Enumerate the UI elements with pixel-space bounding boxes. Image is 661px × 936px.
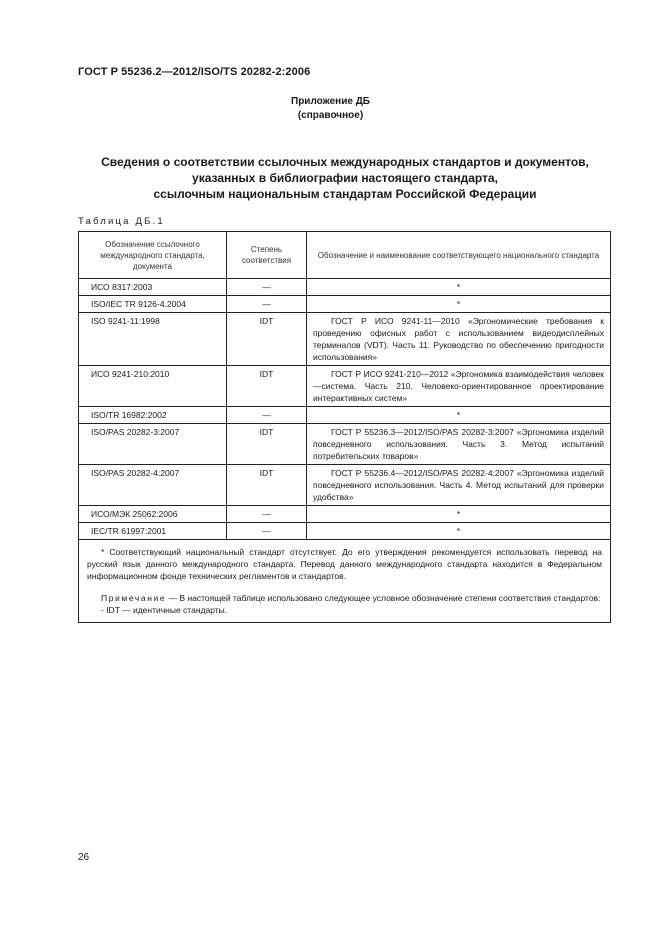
document-header: ГОСТ Р 55236.2—2012/ISO/TS 20282-2:2006	[78, 66, 311, 78]
table-row	[79, 296, 611, 313]
page-number: 26	[78, 852, 90, 863]
table-row	[79, 279, 611, 296]
cell-degree: —	[227, 506, 307, 523]
table-label: Таблица ДБ.1	[78, 216, 165, 227]
cell-ref: ИСО 9241-210:2010	[79, 366, 227, 407]
cell-national: ГОСТ Р 55236.3—2012/ISO/PAS 20282-3:2007 «Эргономика изделий повседневного использования. Часть 3. Метод испытаний потребительских товаров»	[307, 424, 611, 465]
header-national-standard: Обозначение и наименование соответствующего национального стандарта	[307, 232, 611, 279]
header-degree: Степень соответствия	[227, 232, 307, 279]
correspondence-table	[78, 231, 611, 623]
table-row	[79, 465, 611, 506]
cell-ref: ISO/TR 16982:2002	[79, 407, 227, 424]
cell-degree: IDT	[227, 366, 307, 407]
section-title-line-3: ссылочным национальным стандартам Российской Федерации	[153, 187, 537, 201]
annex-title: Приложение ДБ	[291, 96, 370, 107]
cell-ref: ISO/PAS 20282-4:2007	[79, 465, 227, 506]
table-header-row	[79, 232, 611, 279]
table-footnote-row	[79, 540, 611, 623]
note-paragraph	[87, 592, 602, 604]
table-row	[79, 366, 611, 407]
table-row	[79, 313, 611, 366]
cell-national: ГОСТ Р ИСО 9241-210—2012 «Эргономика взаимодействия человек—система. Часть 210. Человеко-ориентированное проектирование интерактивных систем»	[307, 366, 611, 407]
table-row	[79, 424, 611, 465]
table-row	[79, 523, 611, 540]
cell-degree: —	[227, 523, 307, 540]
cell-degree: IDT	[227, 465, 307, 506]
cell-ref: ИСО/МЭК 25062:2006	[79, 506, 227, 523]
note-item: - IDT — идентичные стандарты.	[101, 605, 228, 615]
cell-national: *	[307, 296, 611, 313]
cell-degree: —	[227, 296, 307, 313]
header-international-ref: Обозначение ссылочного международного стандарта, документа	[79, 232, 227, 279]
cell-degree: IDT	[227, 313, 307, 366]
section-title-line-2: указанных в библиографии настоящего стандарта,	[192, 171, 498, 185]
cell-degree: IDT	[227, 424, 307, 465]
note-label: Примечание	[101, 593, 167, 603]
cell-ref: ISO/PAS 20282-3:2007	[79, 424, 227, 465]
cell-national: *	[307, 407, 611, 424]
cell-national: *	[307, 279, 611, 296]
annex-subtitle: (справочное)	[297, 110, 364, 121]
cell-ref: ISO/IEC TR 9126-4.2004	[79, 296, 227, 313]
cell-national: ГОСТ Р 55236.4—2012/ISO/PAS 20282-4:2007 «Эргономика изделий повседневного использования. Часть 4. Метод испытаний для проверки удобства»	[307, 465, 611, 506]
table-row	[79, 407, 611, 424]
cell-ref: ISO 9241-11:1998	[79, 313, 227, 366]
section-title-line-1: Сведения о соответствии ссылочных международных стандартов и документов,	[101, 155, 589, 169]
cell-ref: ИСО 8317:2003	[79, 279, 227, 296]
cell-national: *	[307, 523, 611, 540]
note-text: — В настоящей таблице использовано следующее условное обозначение степени соответствия стандартов:	[166, 593, 601, 603]
cell-national: ГОСТ Р ИСО 9241-11—2010 «Эргономические требования к проведению офисных работ с использованием видеодисплейных терминалов (VDT). Часть 11. Руководство по обеспечению пригодности использования»	[307, 313, 611, 366]
cell-degree: —	[227, 279, 307, 296]
footnote-text: * Соответствующий национальный стандарт отсутствует. До его утверждения рекомендуется использовать перевод на русский язык данного международного стандарта. Перевод данного международного стандарта находится в Федеральном информационном фонде технических регламентов и стандартов.	[87, 547, 602, 581]
table-footnote-cell	[79, 540, 611, 623]
cell-national: *	[307, 506, 611, 523]
table-row	[79, 506, 611, 523]
cell-degree: —	[227, 407, 307, 424]
cell-ref: IEC/TR 61997:2001	[79, 523, 227, 540]
